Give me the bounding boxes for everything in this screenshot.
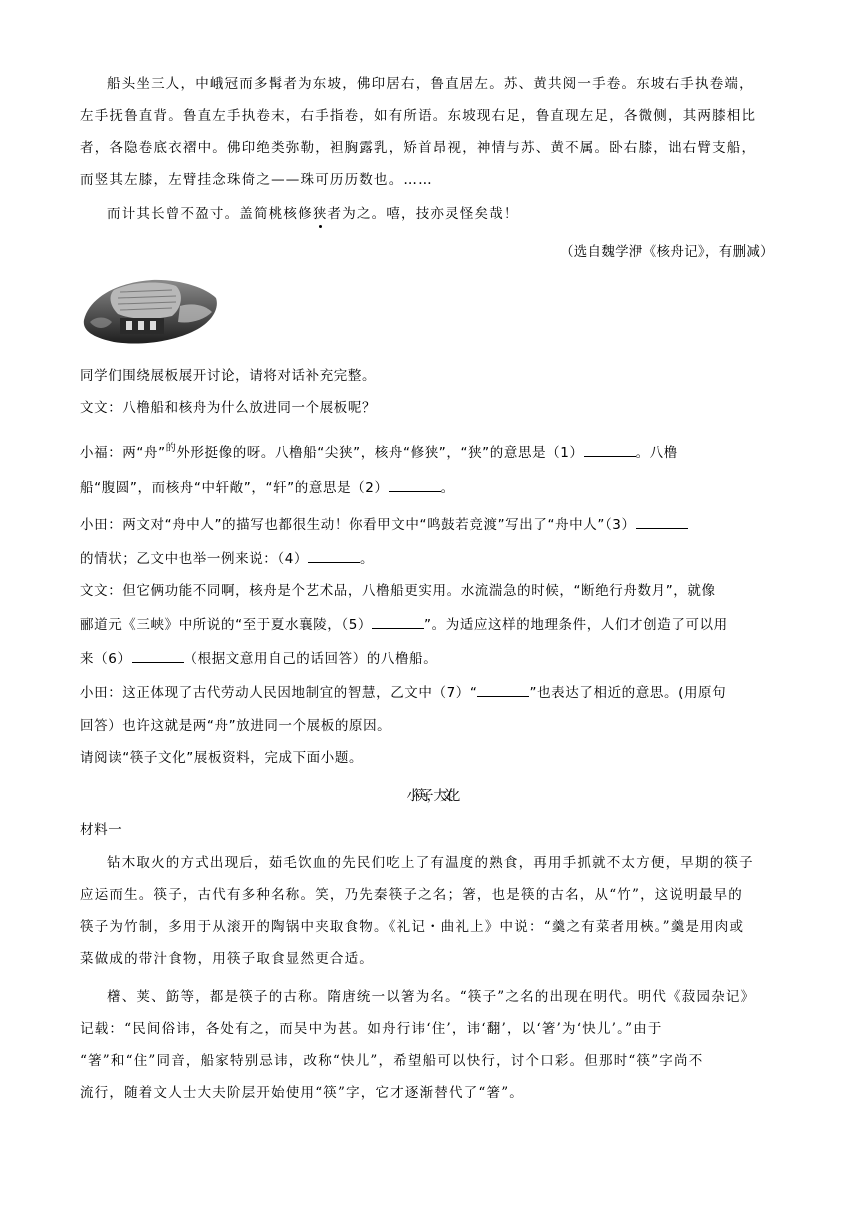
dialog-text: 船“腹圆”，而核舟“中轩敞”，“轩”的意思是（2） [80,480,389,496]
superscript-char: 的 [165,443,177,454]
dialog-text: （根据文意用自己的话回答）的八橹船。 [183,651,438,667]
dialog-text: 。 [440,480,455,496]
passage-line-5 [107,204,807,224]
material-p2-line-2: 记载：“民间俗讳，各处有之，而吴中为甚。如舟行讳‘住’，讳‘翻’，以‘箸’为‘快儿’。”由于 [80,1021,663,1037]
dialog-xiaotian-1b [80,548,780,569]
dialog-text: 。八橹 [635,445,678,461]
answer-blank-2[interactable] [389,477,441,492]
dialog-xiaofu-1 [80,442,780,465]
emphasis-dot-char: 狭 [312,206,328,222]
dialog-text: 。 [360,551,375,567]
answer-blank-7[interactable] [477,682,529,697]
dialog-wenwen-2b [80,614,780,635]
material-p2-line-4: 流行，随着文人士大夫阶层开始使用“筷”字，它才逐渐替代了“箸”。 [80,1085,525,1101]
passage-line-2: 左手抚鲁直背。鲁直左手执卷末，右手指卷，如有所语。东坡现右足，鲁直现左足，各微侧，其两膝相比 [80,108,757,124]
dialog-text: 外形挺像的呀。八橹船“尖狭”，核舟“修狭”，“狭”的意思是（1） [176,445,584,461]
dialog-text: ”。为适应这样的地理条件，人们才创造了可以用 [424,617,728,633]
material-label: 材料一 [80,822,123,838]
material-p2-line-1: 櫡、荚、筯等，都是筷子的古称。隋唐统一以箸为名。“筷子”之名的出现在明代。明代《菽园杂记》 [107,989,756,1005]
passage-line-5-b: 者为之。嘻，技亦灵怪矣哉！ [327,206,519,222]
answer-blank-3[interactable] [636,514,688,529]
material-p1-line-2: 应运而生。筷子，古代有多种名称。笑，乃先秦筷子之名；箸，也是筷的古名，从“竹”，这说明最早的 [80,887,744,903]
dialog-text: 小福：两“舟” [80,445,166,461]
passage-line-3: 者，各隐卷底衣褶中。佛印绝类弥勒，袒胸露乳，矫首昂视，神情与苏、黄不属。卧右膝，诎右臂支船， [80,140,757,156]
material-title: 小筷子，大文化 [406,788,454,804]
answer-blank-6[interactable] [132,648,184,663]
dialog-text: 郦道元《三峡》中所说的“至于夏水襄陵，（5） [80,617,373,633]
dialog-xiaotian-1 [80,514,780,535]
dialog-text: 小田：这正体现了古代劳动人民因地制宜的智慧，乙文中（7）“ [80,685,478,701]
passage-line-5-a: 而计其长曾不盈寸。盖简桃核修 [107,206,313,222]
dialog-wenwen-1: 文文：八橹船和核舟为什么放进同一个展板呢？ [80,400,377,416]
answer-blank-4[interactable] [308,548,360,563]
reading-instruction: 请阅读“筷子文化”展板资料，完成下面小题。 [80,750,364,766]
discussion-intro: 同学们围绕展板展开讨论，请将对话补充完整。 [80,368,377,384]
material-p1-line-3: 筷子为竹制，多用于从滚开的陶锅中夹取食物。《礼记・曲礼上》中说：“羹之有菜者用梜。”羹是用肉或 [80,919,745,935]
material-p1-line-4: 菜做成的带汁食物，用筷子取食显然更合适。 [80,951,374,967]
dialog-text: 的情状；乙文中也举一例来说：（4） [80,551,309,567]
passage-line-4: 而竖其左膝，左臂挂念珠倚之——珠可历历数也。…… [80,172,433,188]
dialog-xiaotian-2 [80,682,780,703]
answer-blank-1[interactable] [584,442,636,457]
passage-source: （选自魏学洢《核舟记》，有删减） [559,244,774,260]
dialog-wenwen-2c [80,648,780,669]
dialog-xiaotian-2b: 回答）也许这就是两“舟”放进同一个展板的原因。 [80,718,392,734]
material-p1-line-1: 钻木取火的方式出现后，茹毛饮血的先民们吃上了有温度的熟食，再用手抓就不太方便，早期的筷子 [107,855,754,871]
dialog-text: 小田：两文对“舟中人”的描写也都很生动！你看甲文中“鸣鼓若竞渡”写出了“舟中人”（3） [80,517,636,533]
dialog-text: ”也表达了相近的意思。(用原句 [529,685,727,701]
passage-line-1: 船头坐三人，中峨冠而多髯者为东坡，佛印居右，鲁直居左。苏、黄共阅一手卷。东坡右手执卷端， [107,76,754,92]
walnut-boat-image [80,276,220,348]
dialog-text: 来（6） [80,651,132,667]
dialog-wenwen-2: 文文：但它俩功能不同啊，核舟是个艺术品，八橹船更实用。水流湍急的时候，“断绝行舟数月”，就像 [80,583,716,599]
dialog-xiaofu-2 [80,477,780,498]
answer-blank-5[interactable] [372,614,424,629]
material-p2-line-3: “箸”和“住”同音，船家特别忌讳，改称“快儿”，希望船可以快行，讨个口彩。但那时“筷”字尚不 [80,1053,704,1069]
